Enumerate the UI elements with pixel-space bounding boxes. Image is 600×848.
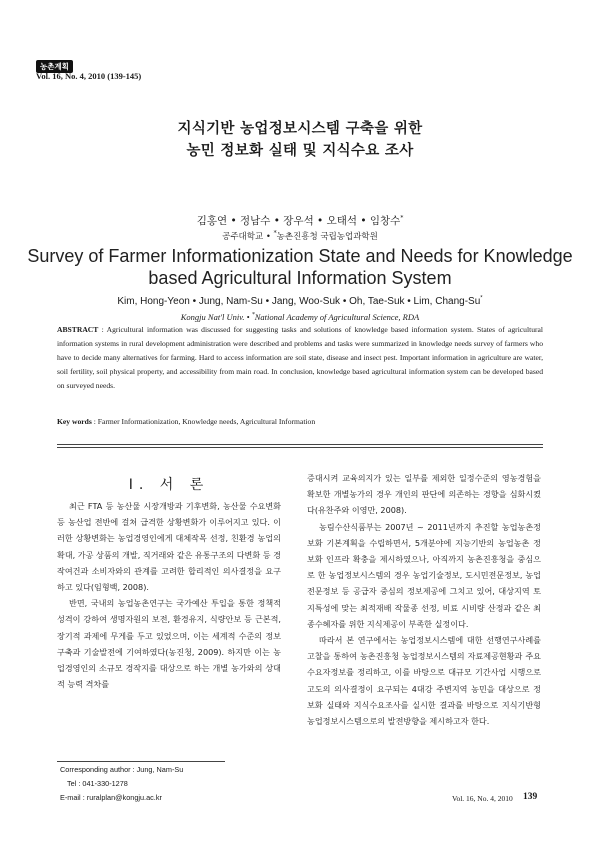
corresponding-author: Corresponding author : Jung, Nam-Su [60, 765, 184, 774]
abstract-text: : Agricultural information was discussed for suggesting tasks and solutions of knowledge based information system. States of agricultural information systems in rural development administration were described and problems and tasks were summarized in knowledge needs survey of farmers who have to decide many alternatives for farming. Hard to access information are soil state, disease and insect pest. Important information in agriculture are water, soil fertility, soil physical property, and accessibility from main road. In conclusion, knowledge based agricultural information system can be developed based on surveyed needs. [57, 325, 543, 391]
page-number: 139 [523, 792, 538, 802]
footer-journal-info: Vol. 16, No. 4, 2010 [452, 794, 513, 803]
keywords [57, 417, 543, 426]
english-author-names: Kim, Hong-Yeon • Jung, Nam-Su • Jang, Woo-Suk • Oh, Tae-Suk • Lim, Chang-Su [117, 296, 481, 307]
author-email: E-mail : ruralplan@kongju.ac.kr [60, 793, 162, 802]
korean-affiliation-mark: * [273, 230, 277, 238]
korean-authors [0, 213, 600, 228]
paragraph: 따라서 본 연구에서는 농업정보시스템에 대한 선행연구사례를 고찰을 통하여 농촌진흥청 농업정보시스템의 자료제공현황과 주요 수요자정보를 정리하고, 이를 바탕으로 대규모 기간사업 시행으로 고도의 의사결정이 요구되는 4대강 주변지역 농민을 대상으로 정보화 실태와 지식수요조사를 실시한 결과를 바탕으로 지식기반형 농업정보시스템으로의 발전방향을 제시하고자 한다. [307, 635, 541, 727]
english-affiliation-1: Kongju Nat'l Univ. • [180, 312, 250, 322]
abstract [57, 323, 543, 393]
footnote-divider [57, 761, 225, 762]
korean-author-mark: * [400, 214, 404, 222]
paragraph: 최근 FTA 등 농산물 시장개방과 기후변화, 농산물 수요변화 등 농산업 전반에 걸쳐 급격한 상황변화가 이루어지고 있다. 이러한 상황변화는 농업경영인에게 대체작목 선정, 친환경 농업의 확대, 가공 상품의 개발, 직거래와 같은 유통구조의 다변화 등 경작여건과 소비자와의 관계를 고려한 합리적인 의사결정을 요구하고 있다(임형백, 2008). [57, 501, 281, 593]
keywords-text: : Farmer Informationization, Knowledge needs, Agricultural Information [91, 417, 316, 426]
divider-rule-top [57, 444, 543, 445]
paragraph: 반면, 국내의 농업농촌연구는 국가예산 투입을 통한 정책적 성격이 강하여 생명자원의 보전, 환경유지, 식량안보 등 근본적, 장기적 과제에 무게를 두고 있었으며, 이는 세계적 수준의 정보구축과 기술발전에 기여하였다(농진청, 2009). 하지만 이는 농업경영인의 소규모 경작지를 대상으로 하는 개별 농가와의 상대적 능력 격차를 [57, 598, 281, 690]
english-title-line-1: Survey of Farmer Informationization State and Needs for Knowledge [27, 246, 573, 266]
journal-volume-info: Vol. 16, No. 4, 2010 (139-145) [36, 71, 142, 81]
section-heading-introduction: Ⅰ. 서 론 [128, 477, 210, 493]
paragraph: 증대시켜 교육의지가 있는 일부를 제외한 일정수준의 영농경험을 확보한 개별농가의 경우 개인의 판단에 의존하는 경향을 심화시켰다(유찬주와 이영만, 2008). [307, 473, 541, 516]
abstract-label: ABSTRACT [57, 325, 99, 334]
keywords-label: Key words [57, 417, 92, 426]
english-affiliation-mark: * [251, 312, 255, 319]
english-author-mark: * [480, 295, 483, 302]
body-column-left [57, 498, 281, 692]
divider-rule-bottom [57, 447, 543, 448]
journal-badge: 농촌계획 [36, 60, 73, 73]
korean-affiliation-1: 공주대학교 • [222, 232, 271, 242]
korean-author-names: 김홍연 • 정남수 • 장우석 • 오태석 • 임창수 [196, 215, 401, 227]
body-column-right [307, 470, 541, 729]
author-telephone: Tel : 041-330-1278 [67, 779, 128, 788]
korean-title-line-2: 농민 정보화 실태 및 지식수요 조사 [186, 143, 414, 159]
korean-affiliations [0, 230, 600, 242]
english-affiliation-2: National Academy of Agricultural Science, RDA [254, 312, 420, 322]
english-affiliations [0, 312, 600, 322]
korean-title-line-1: 지식기반 농업정보시스템 구축을 위한 [177, 121, 423, 137]
korean-affiliation-2: 농촌진흥청 국립농업과학원 [276, 232, 378, 242]
english-authors [0, 296, 600, 307]
paragraph: 농림수산식품부는 2007년 ~ 2011년까지 추진할 농업농촌정보화 기본계획을 수립하면서, 5개분야에 지능기반의 농업농촌 정보화 인프라 확충을 제시하였으나, 아직까지 농촌진흥청을 중심으로 한 농업정보시스템의 경우 농업기술정보, 도시민전문정보, 농업전문정보 등 공급자 중심의 정보제공에 그치고 있어, 대상지역 토지특성에 맞는 최적재배 작물종 선정, 비료 시비량 산정과 같은 최종수혜자를 위한 지식제공이 부족한 실정이다. [307, 521, 541, 629]
english-title-line-2: based Agricultural Information System [148, 268, 452, 288]
